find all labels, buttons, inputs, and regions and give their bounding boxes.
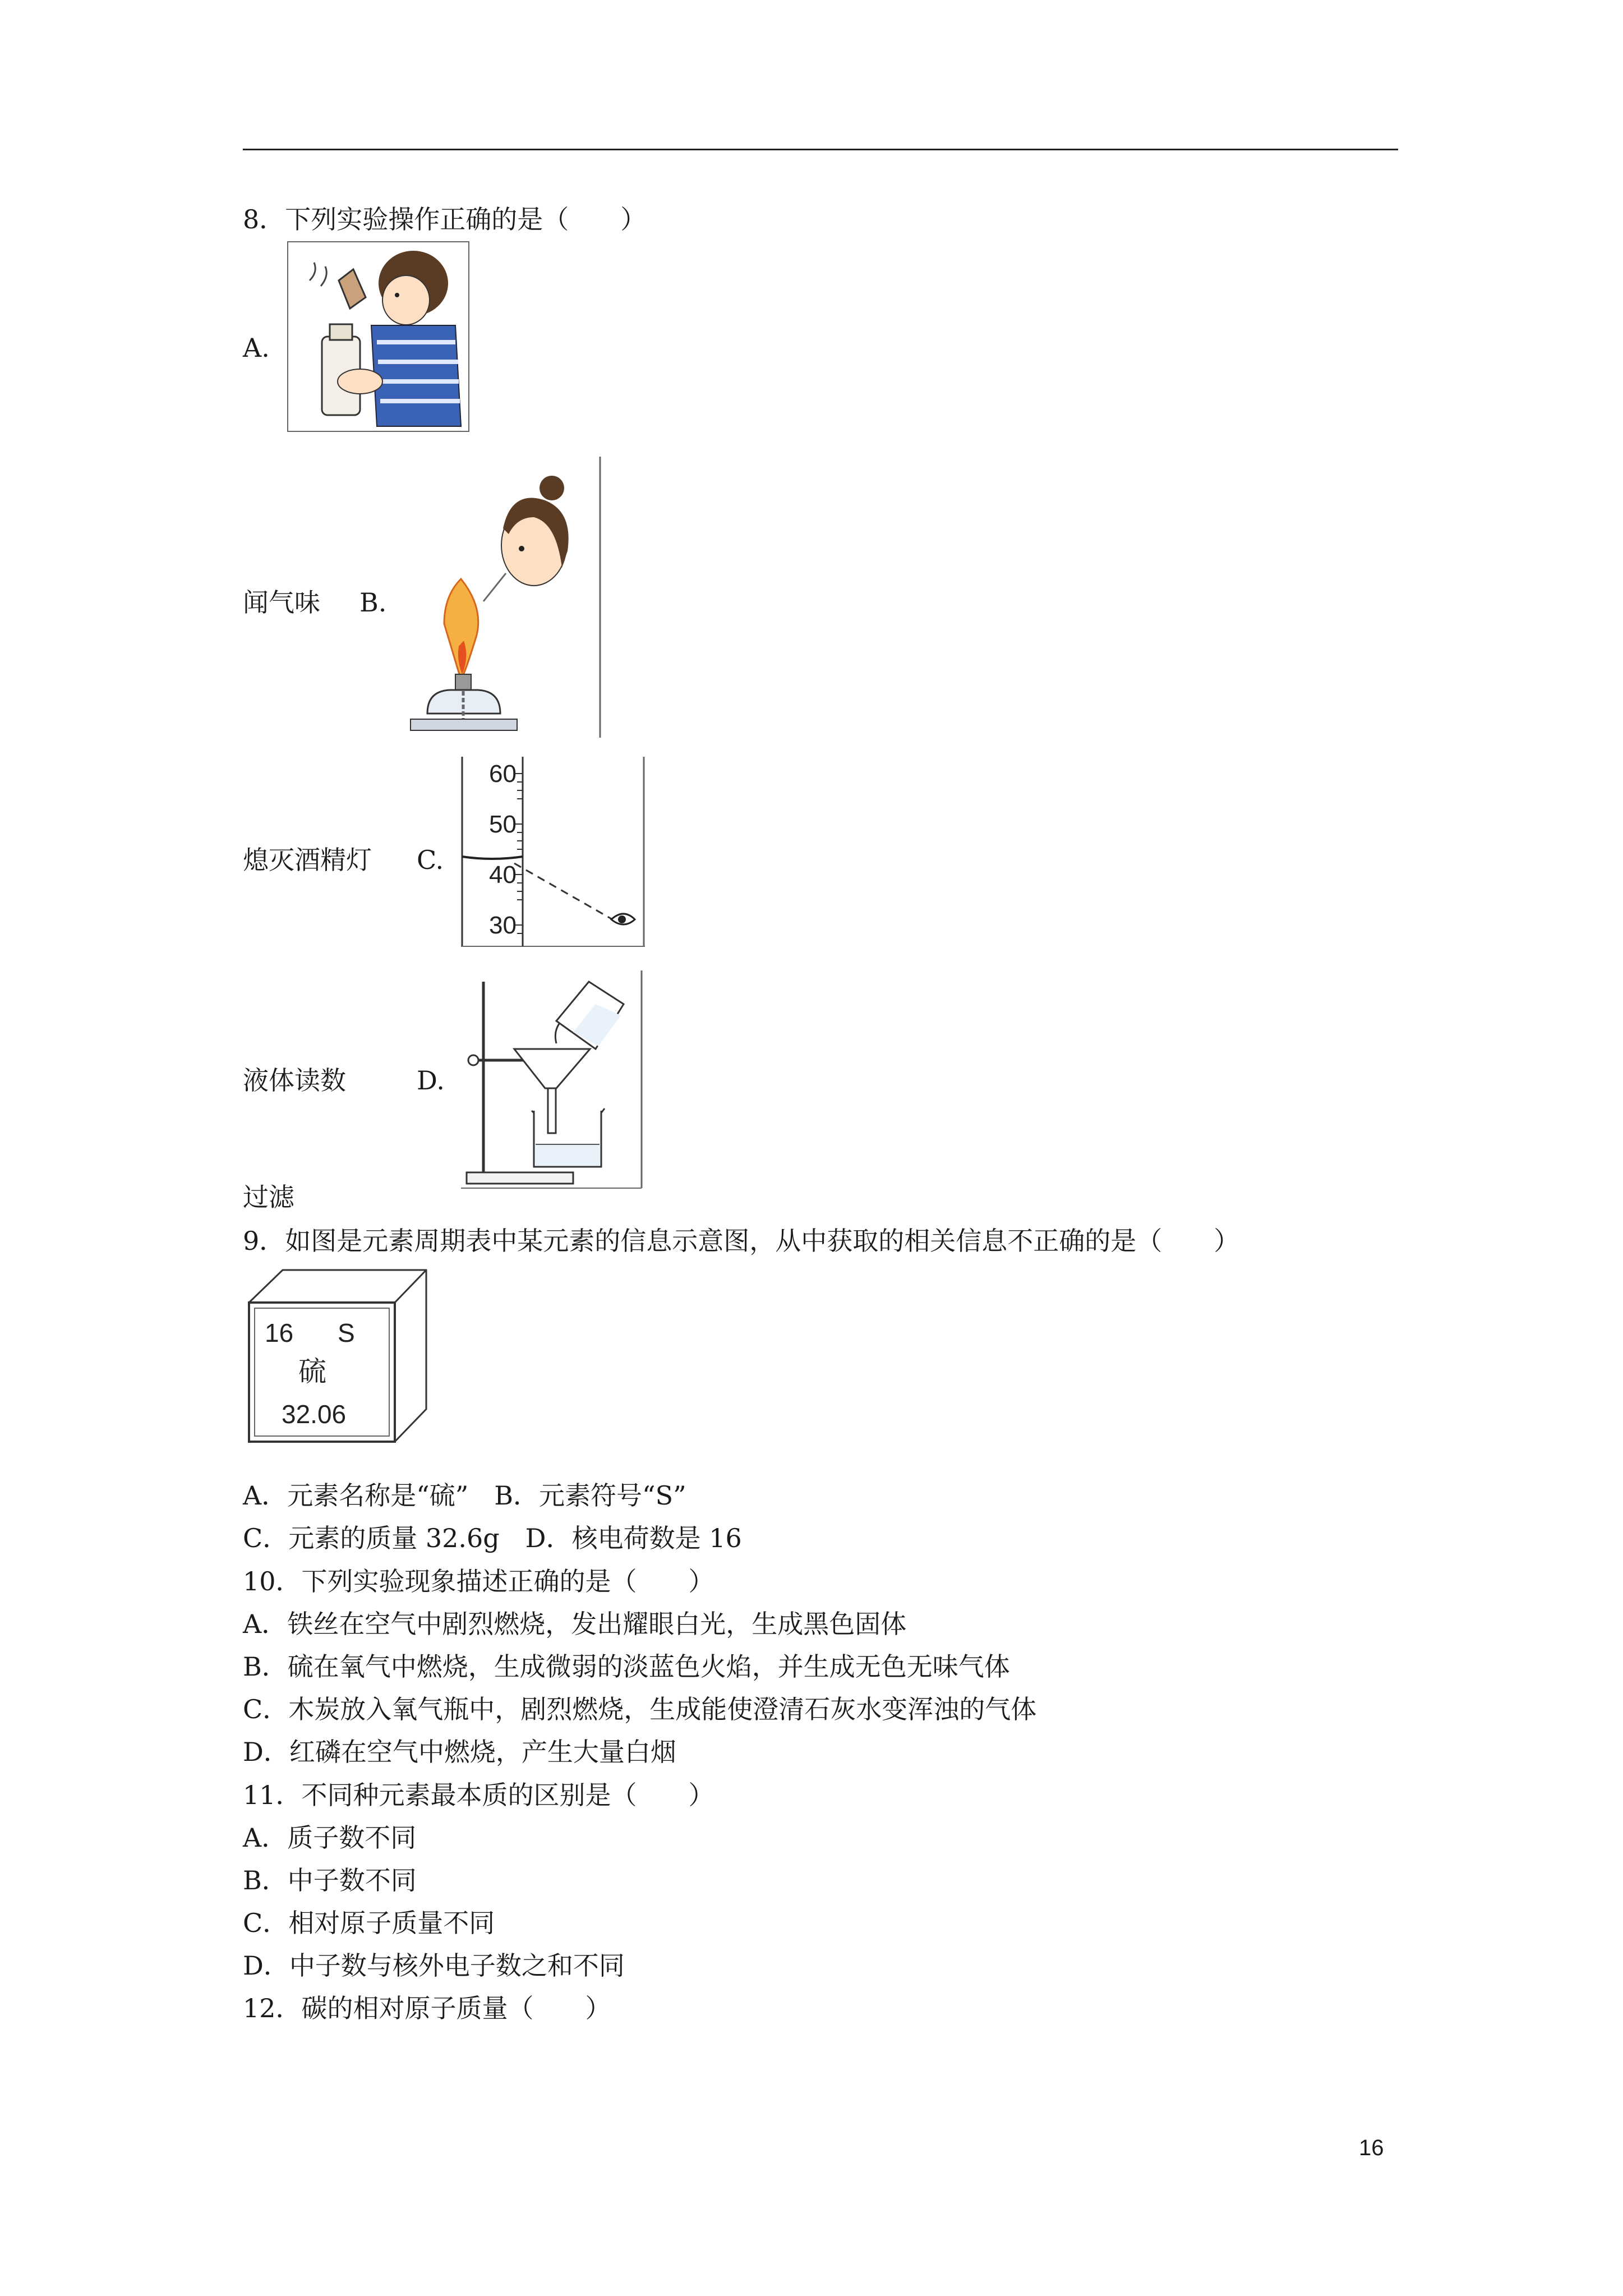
q8-option-a-label: A. — [243, 333, 270, 363]
periodic-table-element-cell — [248, 1269, 427, 1443]
tick-label-30: 30 — [489, 912, 517, 939]
q10-stem: 10．下列实验现象描述正确的是（ ） — [243, 1566, 714, 1596]
q11-option-a: A．质子数不同 — [243, 1823, 417, 1853]
q8-option-d-label: D. — [417, 1065, 445, 1096]
q11-stem: 11．不同种元素最本质的区别是（ ） — [243, 1780, 714, 1810]
page-number: 16 — [1359, 2136, 1384, 2160]
tick-label-40: 40 — [489, 861, 517, 889]
q11-option-c: C．相对原子质量不同 — [243, 1908, 495, 1938]
q11-option-b: B．中子数不同 — [243, 1865, 417, 1895]
q10-option-a: A．铁丝在空气中剧烈燃烧，发出耀眼白光，生成黑色固体 — [243, 1609, 907, 1639]
q9-options-line-1: A．元素名称是“硫” B．元素符号“S” — [243, 1480, 686, 1511]
q9-stem: 9．如图是元素周期表中某元素的信息示意图，从中获取的相关信息不正确的是（ ） — [243, 1226, 1240, 1256]
tick-label-50: 50 — [489, 811, 517, 838]
q12-stem: 12．碳的相对原子质量（ ） — [243, 1993, 611, 2023]
q10-option-b: B．硫在氧气中燃烧，生成微弱的淡蓝色火焰，并生成无色无味气体 — [243, 1651, 1010, 1682]
q10-option-c: C．木炭放入氧气瓶中，剧烈燃烧，生成能使澄清石灰水变浑浊的气体 — [243, 1694, 1037, 1724]
q8-option-b-label: B. — [359, 587, 387, 618]
q8-option-b-caption: 闻气味 — [243, 587, 320, 618]
header-rule — [243, 149, 1398, 150]
q8-option-d-after-caption: 过滤 — [243, 1182, 294, 1212]
element-name: 硫 — [298, 1355, 326, 1388]
tick-label-60: 60 — [489, 760, 517, 788]
element-symbol: S — [338, 1318, 355, 1347]
q10-option-d: D．红磷在空气中燃烧，产生大量白烟 — [243, 1737, 676, 1767]
extinguish-lamp-illustration — [405, 455, 601, 739]
filtration-illustration — [461, 970, 643, 1189]
q8-option-c-label: C. — [417, 845, 444, 875]
q8-stem: 8．下列实验操作正确的是（ ） — [243, 204, 647, 234]
q8-option-c-caption: 熄灭酒精灯 — [243, 845, 372, 875]
q8-option-d-caption: 液体读数 — [243, 1065, 346, 1096]
q11-option-d: D．中子数与核外电子数之和不同 — [243, 1950, 625, 1981]
atomic-number: 16 — [265, 1318, 294, 1347]
q9-options-line-2: C．元素的质量 32.6g D．核电荷数是 16 — [243, 1523, 742, 1553]
atomic-mass: 32.06 — [282, 1400, 347, 1429]
graduated-cylinder-reading-illustration — [461, 757, 646, 947]
smell-gas-illustration — [287, 241, 469, 432]
